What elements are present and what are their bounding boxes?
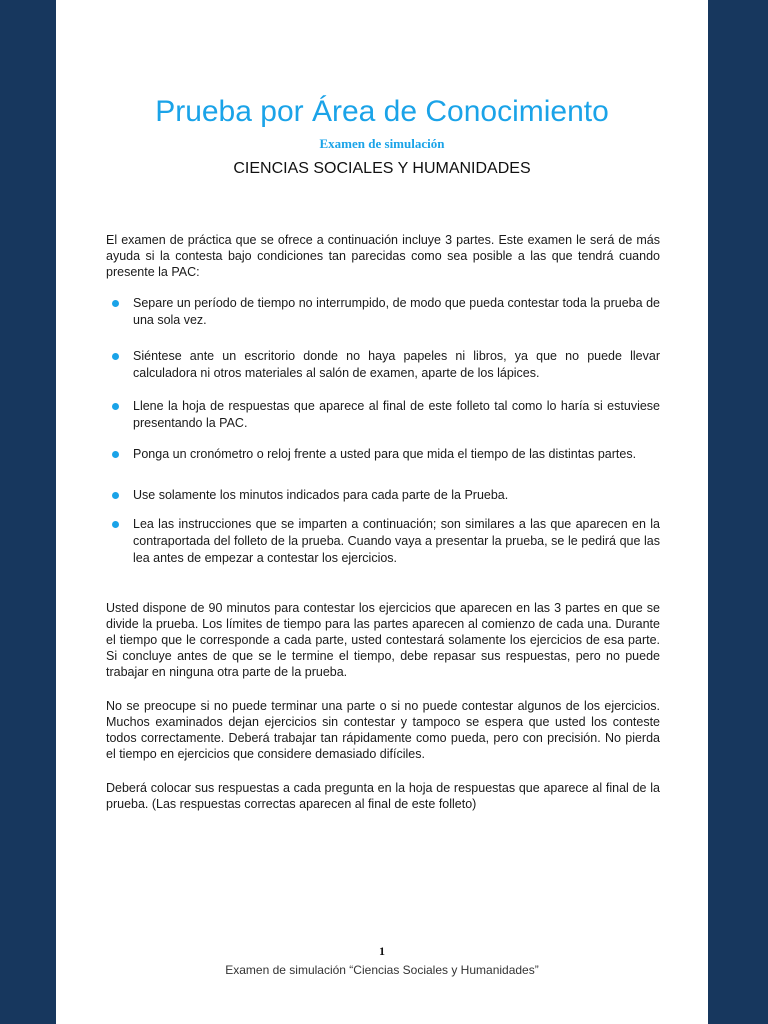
bullet-icon bbox=[112, 521, 119, 528]
list-item bbox=[112, 348, 660, 382]
section-heading: CIENCIAS SOCIALES Y HUMANIDADES bbox=[233, 160, 531, 177]
body-paragraph: Usted dispone de 90 minutos para contestar los ejercicios que aparecen en las 3 partes en que se divide la prueba. Los límites de tiempo para las partes aparecen al comienzo de cada una. Durante el tiempo que le corresponde a cada parte, usted contestará solamente los ejercicios de esa parte. Si concluye antes de que se le termine el tiempo, debe repasar sus respuestas, pero no puede trabajar en ninguna otra parte de la prueba. bbox=[106, 601, 660, 679]
bullet-icon bbox=[112, 300, 119, 307]
document-subtitle: Examen de simulación bbox=[319, 136, 445, 151]
document-title: Prueba por Área de Conocimiento bbox=[155, 95, 609, 128]
list-item-text: Separe un período de tiempo no interrumpido, de modo que pueda contestar toda la prueba de una sola vez. bbox=[133, 296, 660, 327]
bullet-icon bbox=[112, 353, 119, 360]
list-item-text: Llene la hoja de respuestas que aparece al final de este folleto tal como lo haría si estuviese presentando la PAC. bbox=[133, 399, 660, 430]
body-paragraph: Deberá colocar sus respuestas a cada pregunta en la hoja de respuestas que aparece al final de la prueba. (Las respuestas correctas aparecen al final de este folleto) bbox=[106, 781, 660, 811]
list-item-text: Lea las instrucciones que se imparten a continuación; son similares a las que aparecen en la contraportada del folleto de la prueba. Cuando vaya a presentar la prueba, se le pedirá que las lea antes de empezar a contestar los ejercicios. bbox=[133, 517, 660, 565]
document-page bbox=[56, 0, 708, 1024]
list-item-text: Ponga un cronómetro o reloj frente a usted para que mida el tiempo de las distintas partes. bbox=[133, 447, 637, 461]
page-number: 1 bbox=[379, 944, 385, 958]
bullet-icon bbox=[112, 492, 119, 499]
list-item bbox=[112, 516, 660, 567]
intro-paragraph: El examen de práctica que se ofrece a continuación incluye 3 partes. Este examen le será de más ayuda si la contesta bajo condiciones tan parecidas como sea posible a las que tendrá cuando presente la PAC: bbox=[106, 233, 660, 279]
list-item bbox=[112, 446, 660, 463]
list-item bbox=[112, 398, 660, 432]
list-item-text: Siéntese ante un escritorio donde no haya papeles ni libros, ya que no puede llevar calculadora ni otros materiales al salón de examen, aparte de los lápices. bbox=[133, 349, 660, 380]
page-footer: Examen de simulación “Ciencias Sociales y Humanidades” bbox=[225, 963, 539, 977]
bullet-icon bbox=[112, 403, 119, 410]
bullet-icon bbox=[112, 451, 119, 458]
list-item bbox=[112, 295, 660, 329]
list-item-text: Use solamente los minutos indicados para cada parte de la Prueba. bbox=[133, 488, 509, 502]
body-paragraph: No se preocupe si no puede terminar una parte o si no puede contestar algunos de los ejercicios. Muchos examinados dejan ejercicios sin contestar y tampoco se espera que usted los conteste todos correctamente. Deberá trabajar tan rápidamente como pueda, pero con precisión. No pierda el tiempo en ejercicios que considere demasiado difíciles. bbox=[106, 699, 660, 761]
list-item bbox=[112, 487, 660, 504]
